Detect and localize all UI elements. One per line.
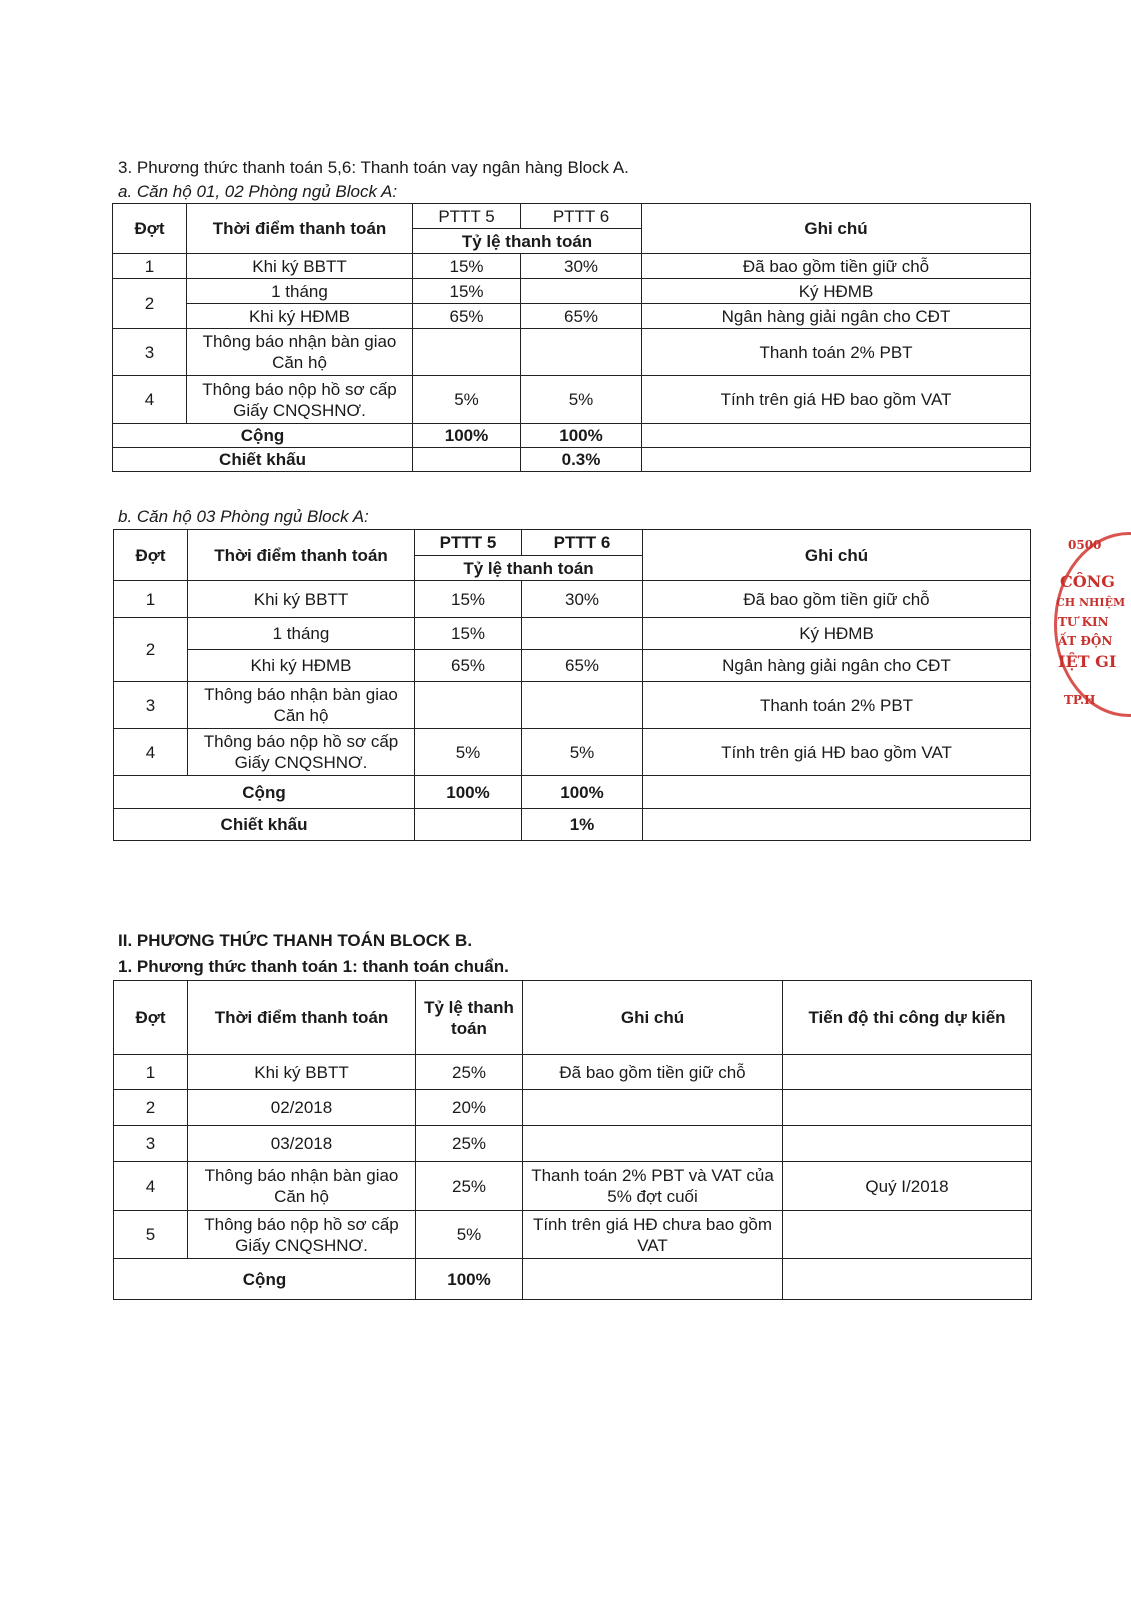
- cell-p5: 65%: [413, 304, 521, 329]
- table-row: [114, 1211, 1032, 1259]
- header-thoi-diem: Thời điểm thanh toán: [188, 981, 416, 1055]
- payment-table-c: [113, 980, 1032, 1300]
- stamp-text: IỆT GI: [1058, 652, 1117, 671]
- cell-ty-le: 25%: [416, 1055, 523, 1090]
- cell-dot: 3: [113, 329, 187, 376]
- cell-tien-do: [783, 1126, 1032, 1162]
- cell-p6: [521, 329, 642, 376]
- header-tien-do: Tiến độ thi công dự kiến: [783, 981, 1032, 1055]
- header-thoi-diem: Thời điểm thanh toán: [188, 530, 415, 581]
- header-ty-le: Tỷ lệ thanh toán: [415, 556, 643, 581]
- cell-ghi-chu: Đã bao gồm tiền giữ chỗ: [643, 581, 1031, 618]
- empty-cell: [642, 448, 1031, 472]
- cell-p6: [521, 279, 642, 304]
- stamp-text: TP.H: [1064, 693, 1096, 707]
- table-row: [113, 329, 1031, 376]
- cell-dot: 4: [113, 376, 187, 424]
- cell-tien-do: [783, 1055, 1032, 1090]
- empty-cell: [642, 424, 1031, 448]
- stamp-text: 0500: [1068, 538, 1102, 552]
- table-row: [114, 1090, 1032, 1126]
- cell-ghi-chu: Thanh toán 2% PBT: [643, 682, 1031, 729]
- empty-cell: [643, 776, 1031, 809]
- cell-ty-le: 25%: [416, 1162, 523, 1211]
- payment-table-a: [112, 203, 1031, 472]
- header-pttt-6: PTTT 6: [522, 530, 643, 556]
- cell-p5: 15%: [413, 279, 521, 304]
- table-row: [113, 304, 1031, 329]
- cell-dot: 1: [114, 1055, 188, 1090]
- cell-p6: 30%: [522, 581, 643, 618]
- cell-p6: [522, 682, 643, 729]
- total-p6: 100%: [522, 776, 643, 809]
- cell-ghi-chu: Ngân hàng giải ngân cho CĐT: [643, 650, 1031, 682]
- cell-ghi-chu: Đã bao gồm tiền giữ chỗ: [642, 254, 1031, 279]
- cell-dot: 2: [114, 618, 188, 682]
- cell-dot: 4: [114, 1162, 188, 1211]
- cell-thoi-diem: Khi ký BBTT: [187, 254, 413, 279]
- stamp-text: TƯ KIN: [1058, 615, 1109, 629]
- table-b-subheading: b. Căn hộ 03 Phòng ngủ Block A:: [118, 507, 369, 526]
- cell-ghi-chu: [523, 1126, 783, 1162]
- cell-thoi-diem: 1 tháng: [187, 279, 413, 304]
- header-dot: Đợt: [113, 204, 187, 254]
- cell-ghi-chu: Tính trên giá HĐ bao gồm VAT: [642, 376, 1031, 424]
- cell-p5: 15%: [415, 581, 522, 618]
- total-row: [113, 424, 1031, 448]
- table-row: [113, 376, 1031, 424]
- cell-dot: 4: [114, 729, 188, 776]
- total-p5: 100%: [413, 424, 521, 448]
- cell-ghi-chu: Ký HĐMB: [642, 279, 1031, 304]
- total-p5: 100%: [415, 776, 522, 809]
- table-row: [114, 1126, 1032, 1162]
- cell-p5: 65%: [415, 650, 522, 682]
- cell-thoi-diem: 02/2018: [188, 1090, 416, 1126]
- header-ghi-chu: Ghi chú: [643, 530, 1031, 581]
- cell-thoi-diem: Khi ký BBTT: [188, 1055, 416, 1090]
- discount-label: Chiết khấu: [113, 448, 413, 472]
- company-stamp: [1052, 528, 1131, 718]
- cell-thoi-diem: Khi ký HĐMB: [188, 650, 415, 682]
- cell-thoi-diem: 1 tháng: [188, 618, 415, 650]
- discount-p5: [415, 809, 522, 841]
- cell-thoi-diem: Thông báo nhận bàn giao Căn hộ: [188, 682, 415, 729]
- cell-thoi-diem: Thông báo nộp hồ sơ cấp Giấy CNQSHNƠ.: [187, 376, 413, 424]
- stamp-text: CH NHIỆM: [1056, 596, 1126, 609]
- section-ii-subheading: 1. Phương thức thanh toán 1: thanh toán chuẩn.: [118, 957, 509, 976]
- cell-p5: 15%: [413, 254, 521, 279]
- table-row: [113, 279, 1031, 304]
- total-label: Cộng: [113, 424, 413, 448]
- table-row: [114, 682, 1031, 729]
- total-ty-le: 100%: [416, 1259, 523, 1300]
- table-row: [114, 618, 1031, 650]
- header-pttt-6: PTTT 6: [521, 204, 642, 229]
- cell-ty-le: 20%: [416, 1090, 523, 1126]
- cell-p5: [415, 682, 522, 729]
- table-row: [114, 1162, 1032, 1211]
- empty-cell: [783, 1259, 1032, 1300]
- cell-ghi-chu: Tính trên giá HĐ bao gồm VAT: [643, 729, 1031, 776]
- discount-row: [113, 448, 1031, 472]
- cell-p5: [413, 329, 521, 376]
- cell-thoi-diem: Thông báo nhận bàn giao Căn hộ: [188, 1162, 416, 1211]
- cell-dot: 1: [113, 254, 187, 279]
- cell-p6: [522, 618, 643, 650]
- table-row: [114, 729, 1031, 776]
- empty-cell: [643, 809, 1031, 841]
- discount-p5: [413, 448, 521, 472]
- discount-p6: 0.3%: [521, 448, 642, 472]
- cell-p6: 30%: [521, 254, 642, 279]
- stamp-text: CÔNG: [1060, 572, 1115, 591]
- total-p6: 100%: [521, 424, 642, 448]
- cell-ghi-chu: Ký HĐMB: [643, 618, 1031, 650]
- empty-cell: [523, 1259, 783, 1300]
- cell-ghi-chu: Thanh toán 2% PBT và VAT của 5% đợt cuối: [523, 1162, 783, 1211]
- cell-ty-le: 25%: [416, 1126, 523, 1162]
- cell-thoi-diem: Thông báo nhận bàn giao Căn hộ: [187, 329, 413, 376]
- table-row: [113, 254, 1031, 279]
- cell-p5: 5%: [415, 729, 522, 776]
- stamp-text: ẤT ĐỘN: [1058, 634, 1113, 648]
- cell-ghi-chu: [523, 1090, 783, 1126]
- header-dot: Đợt: [114, 981, 188, 1055]
- total-label: Cộng: [114, 1259, 416, 1300]
- total-row: [114, 776, 1031, 809]
- cell-ghi-chu: Đã bao gồm tiền giữ chỗ: [523, 1055, 783, 1090]
- table-row: [114, 650, 1031, 682]
- cell-p5: 15%: [415, 618, 522, 650]
- cell-thoi-diem: Khi ký HĐMB: [187, 304, 413, 329]
- cell-p6: 5%: [522, 729, 643, 776]
- payment-table-b: [113, 529, 1031, 841]
- cell-thoi-diem: Thông báo nộp hồ sơ cấp Giấy CNQSHNƠ.: [188, 1211, 416, 1259]
- header-pttt-5: PTTT 5: [415, 530, 522, 556]
- cell-dot: 5: [114, 1211, 188, 1259]
- cell-dot: 3: [114, 682, 188, 729]
- cell-tien-do: [783, 1211, 1032, 1259]
- discount-row: [114, 809, 1031, 841]
- header-pttt-5: PTTT 5: [413, 204, 521, 229]
- header-ghi-chu: Ghi chú: [642, 204, 1031, 254]
- cell-ghi-chu: Tính trên giá HĐ chưa bao gồm VAT: [523, 1211, 783, 1259]
- table-a-subheading: a. Căn hộ 01, 02 Phòng ngủ Block A:: [118, 182, 398, 201]
- table-row: [114, 581, 1031, 618]
- header-dot: Đợt: [114, 530, 188, 581]
- cell-ghi-chu: Ngân hàng giải ngân cho CĐT: [642, 304, 1031, 329]
- header-ty-le: Tỷ lệ thanh toán: [416, 981, 523, 1055]
- discount-p6: 1%: [522, 809, 643, 841]
- total-row: [114, 1259, 1032, 1300]
- section-3-heading: 3. Phương thức thanh toán 5,6: Thanh toán vay ngân hàng Block A.: [118, 158, 629, 177]
- cell-thoi-diem: Thông báo nộp hồ sơ cấp Giấy CNQSHNƠ.: [188, 729, 415, 776]
- cell-dot: 2: [114, 1090, 188, 1126]
- cell-thoi-diem: 03/2018: [188, 1126, 416, 1162]
- header-ty-le: Tỷ lệ thanh toán: [413, 229, 642, 254]
- cell-tien-do: Quý I/2018: [783, 1162, 1032, 1211]
- total-label: Cộng: [114, 776, 415, 809]
- cell-ghi-chu: Thanh toán 2% PBT: [642, 329, 1031, 376]
- header-ghi-chu: Ghi chú: [523, 981, 783, 1055]
- section-ii-heading: II. PHƯƠNG THỨC THANH TOÁN BLOCK B.: [118, 931, 473, 950]
- discount-label: Chiết khấu: [114, 809, 415, 841]
- cell-dot: 3: [114, 1126, 188, 1162]
- cell-p6: 5%: [521, 376, 642, 424]
- cell-tien-do: [783, 1090, 1032, 1126]
- cell-dot: 1: [114, 581, 188, 618]
- cell-dot: 2: [113, 279, 187, 329]
- header-thoi-diem: Thời điểm thanh toán: [187, 204, 413, 254]
- cell-p5: 5%: [413, 376, 521, 424]
- cell-p6: 65%: [522, 650, 643, 682]
- cell-p6: 65%: [521, 304, 642, 329]
- cell-thoi-diem: Khi ký BBTT: [188, 581, 415, 618]
- cell-ty-le: 5%: [416, 1211, 523, 1259]
- table-row: [114, 1055, 1032, 1090]
